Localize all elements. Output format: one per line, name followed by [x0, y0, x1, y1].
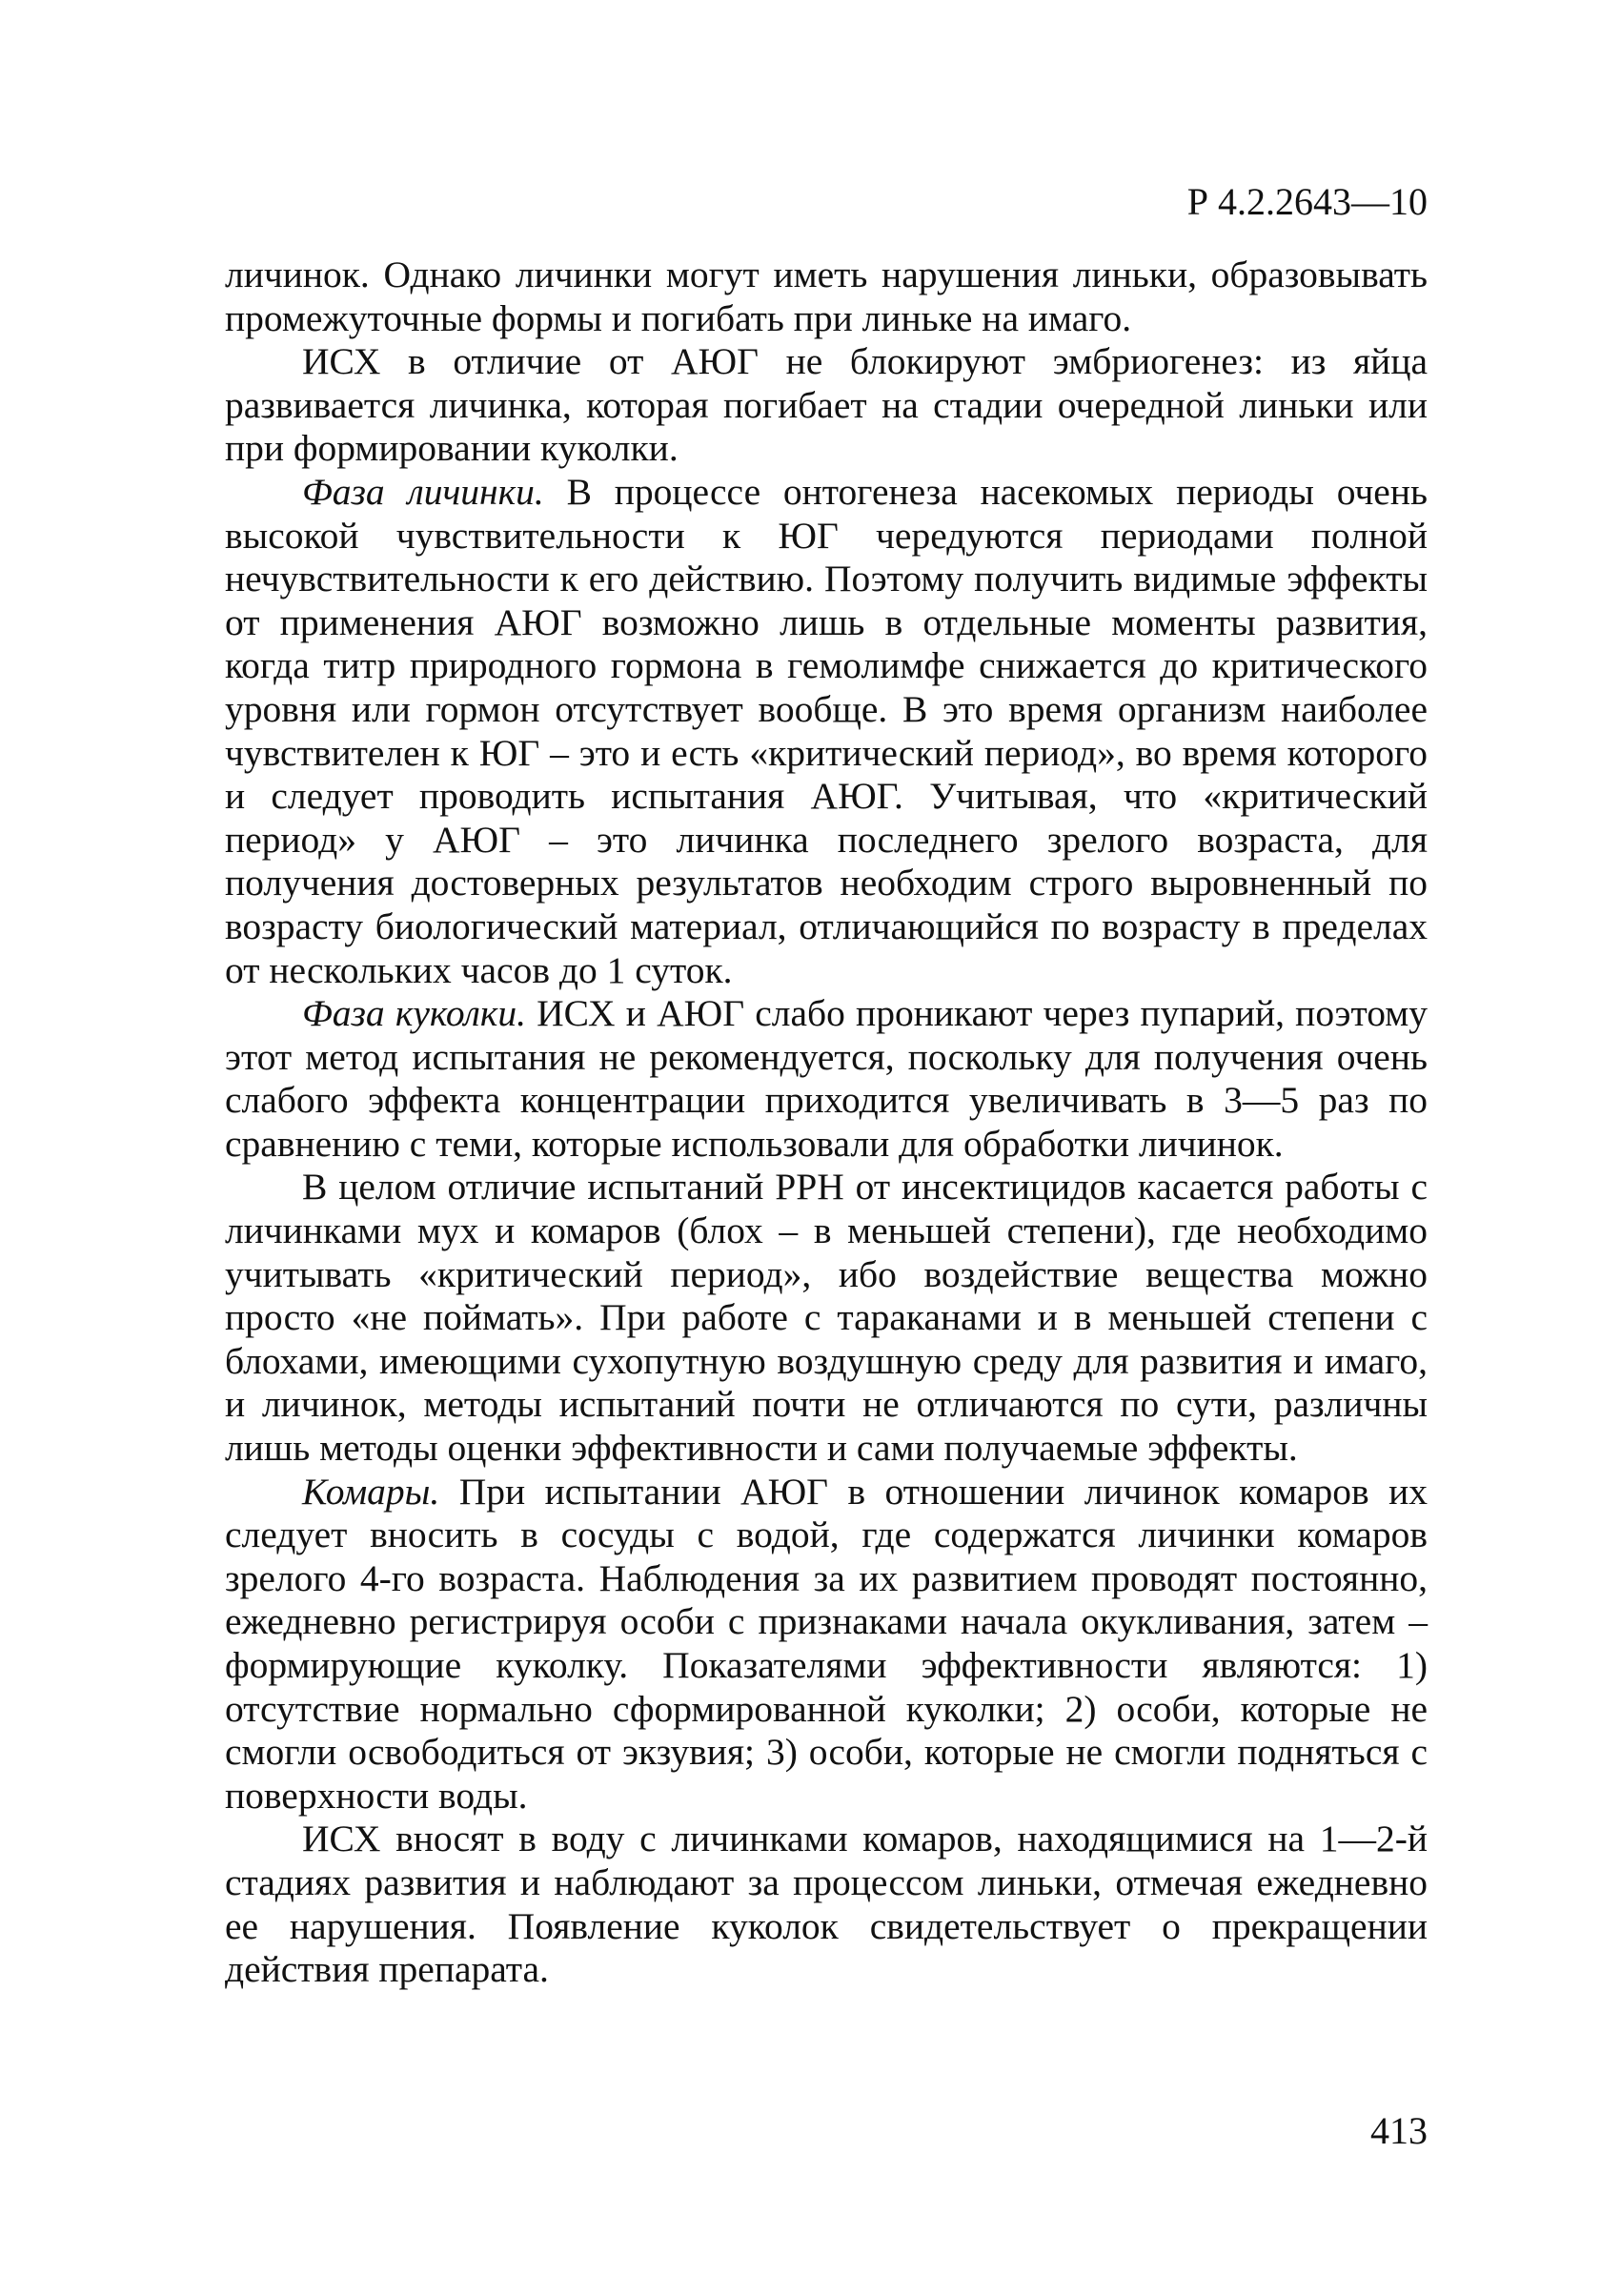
paragraph-text: ИСХ вносят в воду с личинками комаров, находящимися на 1—2-й стадиях развития и наблюдают за процессом линьки, отмечая ежедневно ее нарушения. Появление куколок свидетельствует о прекращении действия препарата.: [225, 1818, 1428, 1991]
page-number: 413: [1370, 2109, 1428, 2152]
body-text: [225, 254, 1428, 1992]
paragraph-1: [225, 254, 1428, 340]
paragraph-larva-phase: [225, 471, 1428, 992]
paragraph-text: В процессе онтогенеза насекомых периоды очень высокой чувствительности к ЮГ чередуются периодами полной нечувствительности к его действию. Поэтому получить видимые эффекты от применения АЮГ возможно лишь в отдельные моменты развития, когда титр природного гормона в гемолимфе снижается до критического уровня или гормон отсутствует вообще. В это время организм наиболее чувствителен к ЮГ – это и есть «критический период», во время которого и следует проводить испытания АЮГ. Учитывая, что «критический период» у АЮГ – это личинка последнего зрелого возраста, для получения достоверных результатов необходим строго выровненный по возрасту биологический материал, отличающийся по возрасту в пределах от нескольких часов до 1 суток.: [225, 470, 1428, 991]
paragraph-mosquitoes: [225, 1471, 1428, 1819]
paragraph-text: ИСХ в отличие от АЮГ не блокируют эмбриогенез: из яйца развивается личинка, которая погибает на стадии очередной линьки или при формировании куколки.: [225, 340, 1428, 470]
paragraph-lead-heading: Комары.: [302, 1470, 440, 1513]
paragraph-general-difference: [225, 1166, 1428, 1470]
paragraph-lead-heading: Фаза куколки.: [302, 992, 526, 1035]
paragraph-text: При испытании АЮГ в отношении личинок комаров их следует вносить в сосуды с водой, где содержатся личинки комаров зрелого 4-го возраста. Наблюдения за их развитием проводят постоянно, ежедневно регистрируя особи с признаками начала окукливания, затем – формирующие куколку. Показателями эффективности являются: 1) отсутствие нормально сформированной куколки; 2) особи, которые не смогли освободиться от экзувия; 3) особи, которые не смогли подняться с поверхности воды.: [225, 1470, 1428, 1817]
paragraph-2: [225, 340, 1428, 471]
paragraph-text: ИСХ и АЮГ слабо проникают через пупарий, поэтому этот метод испытания не рекомендуется, поскольку для получения очень слабого эффекта концентрации приходится увеличивать в 3—5 раз по сравнению с теми, которые использовали для обработки личинок.: [225, 992, 1428, 1165]
paragraph-text: личинок. Однако личинки могут иметь нарушения линьки, образовывать промежуточные формы и погибать при линьке на имаго.: [225, 254, 1428, 339]
paragraph-text: В целом отличие испытаний РРН от инсектицидов касается работы с личинками мух и комаров (блох – в меньшей степени), где необходимо учитывать «критический период», ибо воздействие вещества можно просто «не поймать». При работе с тараканами и в меньшей степени с блохами, имеющими сухопутную воздушную среду для развития и имаго, и личинок, методы испытаний почти не отличаются по сути, различны лишь методы оценки эффективности и сами получаемые эффекты.: [225, 1166, 1428, 1470]
document-code-header: Р 4.2.2643—10: [1186, 180, 1428, 223]
paragraph-ish-application: [225, 1818, 1428, 1991]
paragraph-lead-heading: Фаза личинки.: [302, 470, 544, 513]
paragraph-pupa-phase: [225, 992, 1428, 1166]
